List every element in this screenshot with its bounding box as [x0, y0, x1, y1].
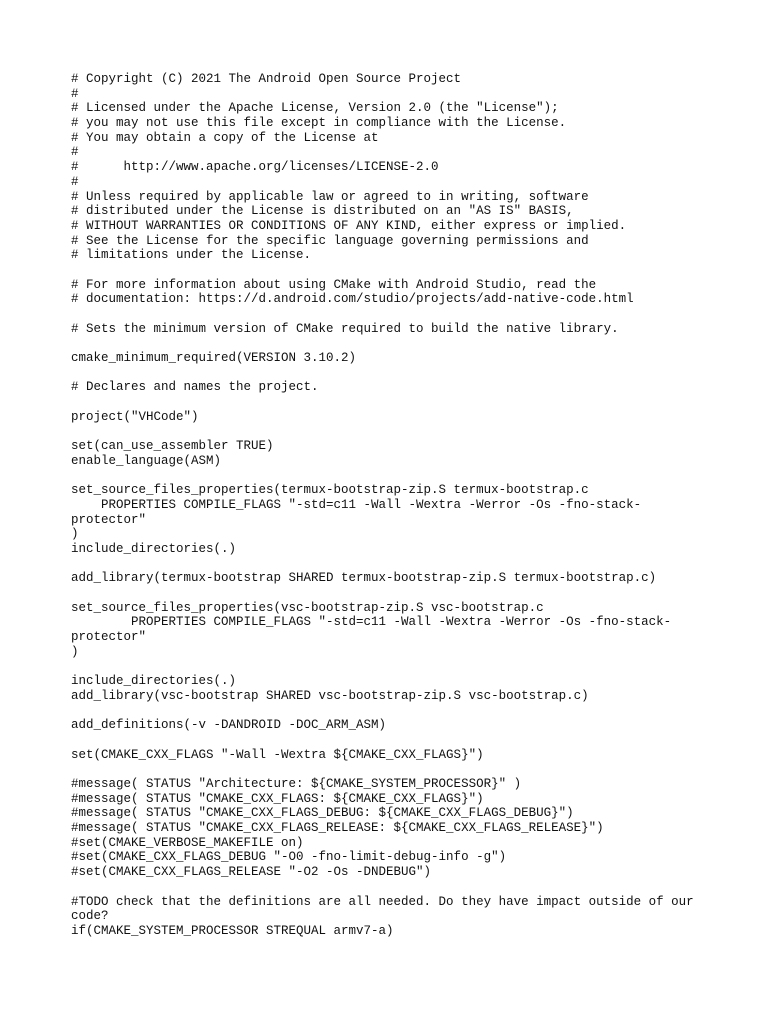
code-line: #TODO check that the definitions are all needed. Do they have impact outside of our	[71, 894, 694, 909]
code-line: # you may not use this file except in compliance with the License.	[71, 116, 567, 131]
code-line: #message( STATUS "CMAKE_CXX_FLAGS_DEBUG: ${CMAKE_CXX_FLAGS_DEBUG}")	[71, 806, 574, 821]
code-line: #set(CMAKE_CXX_FLAGS_RELEASE "-O2 -Os -DNDEBUG")	[71, 865, 432, 880]
code-line: #	[71, 86, 79, 101]
code-line: set(CMAKE_CXX_FLAGS "-Wall -Wextra ${CMAKE_CXX_FLAGS}")	[71, 747, 484, 762]
code-line: add_definitions(-v -DANDROID -DOC_ARM_ASM)	[71, 718, 387, 733]
code-line: # For more information about using CMake with Android Studio, read the	[71, 277, 597, 292]
code-line: # limitations under the License.	[71, 248, 312, 263]
code-line: #message( STATUS "CMAKE_CXX_FLAGS_RELEASE: ${CMAKE_CXX_FLAGS_RELEASE}")	[71, 821, 604, 836]
code-line: # Copyright (C) 2021 The Android Open Source Project	[71, 72, 462, 86]
code-line: # documentation: https://d.android.com/studio/projects/add-native-code.html	[71, 292, 634, 307]
code-line: # Unless required by applicable law or agreed to in writing, software	[71, 189, 589, 204]
code-line	[71, 733, 728, 748]
code-line: if(CMAKE_SYSTEM_PROCESSOR STREQUAL armv7-a)	[71, 923, 394, 938]
code-line: # http://www.apache.org/licenses/LICENSE-2.0	[71, 160, 439, 175]
code-line	[71, 395, 728, 410]
code-line	[71, 425, 728, 440]
code-line: project("VHCode")	[71, 409, 199, 424]
code-line	[71, 557, 728, 572]
code-line: # distributed under the License is distributed on an "AS IS" BASIS,	[71, 204, 574, 219]
code-line: include_directories(.)	[71, 674, 237, 689]
code-line: set_source_files_properties(vsc-bootstrap-zip.S vsc-bootstrap.c	[71, 600, 544, 615]
code-line	[71, 880, 728, 895]
code-line: #	[71, 174, 79, 189]
code-line: protector"	[71, 630, 147, 645]
code-line: #set(CMAKE_CXX_FLAGS_DEBUG "-O0 -fno-limit-debug-info -g")	[71, 850, 507, 865]
code-line: # WITHOUT WARRANTIES OR CONDITIONS OF ANY KIND, either express or implied.	[71, 218, 627, 233]
code-line: # You may obtain a copy of the License at	[71, 130, 379, 145]
code-line: )	[71, 644, 79, 659]
code-line: include_directories(.)	[71, 542, 237, 556]
code-line	[71, 469, 728, 484]
code-line	[71, 307, 728, 322]
code-line: set_source_files_properties(termux-bootstrap-zip.S termux-bootstrap.c	[71, 483, 589, 498]
code-line: code?	[71, 909, 109, 924]
code-line	[71, 336, 728, 351]
code-line: )	[71, 527, 79, 542]
code-line	[71, 660, 728, 675]
code-line: #message( STATUS "CMAKE_CXX_FLAGS: ${CMAKE_CXX_FLAGS}")	[71, 791, 484, 806]
code-line: PROPERTIES COMPILE_FLAGS "-std=c11 -Wall -Wextra -Werror -Os -fno-stack-	[71, 497, 642, 512]
code-line: # Sets the minimum version of CMake required to build the native library.	[71, 321, 619, 336]
code-line: #set(CMAKE_VERBOSE_MAKEFILE on)	[71, 835, 304, 850]
code-line	[71, 586, 728, 601]
code-line: # Declares and names the project.	[71, 380, 319, 395]
code-line: PROPERTIES COMPILE_FLAGS "-std=c11 -Wall -Wextra -Werror -Os -fno-stack-	[71, 615, 672, 630]
code-line	[71, 263, 728, 278]
code-line: protector"	[71, 512, 147, 527]
code-line: add_library(vsc-bootstrap SHARED vsc-bootstrap-zip.S vsc-bootstrap.c)	[71, 688, 589, 703]
code-line: add_library(termux-bootstrap SHARED termux-bootstrap-zip.S termux-bootstrap.c)	[71, 571, 657, 586]
document-body	[71, 72, 728, 939]
code-line: #	[71, 145, 79, 160]
code-line: cmake_minimum_required(VERSION 3.10.2)	[71, 351, 357, 366]
code-line	[71, 704, 728, 719]
code-line: # See the License for the specific language governing permissions and	[71, 233, 589, 248]
code-line: set(can_use_assembler TRUE)	[71, 439, 274, 454]
code-line	[71, 762, 728, 777]
code-line: # Licensed under the Apache License, Version 2.0 (the "License");	[71, 101, 559, 116]
code-line	[71, 366, 728, 381]
code-line: enable_language(ASM)	[71, 453, 222, 468]
code-line: #message( STATUS "Architecture: ${CMAKE_SYSTEM_PROCESSOR}" )	[71, 777, 522, 791]
